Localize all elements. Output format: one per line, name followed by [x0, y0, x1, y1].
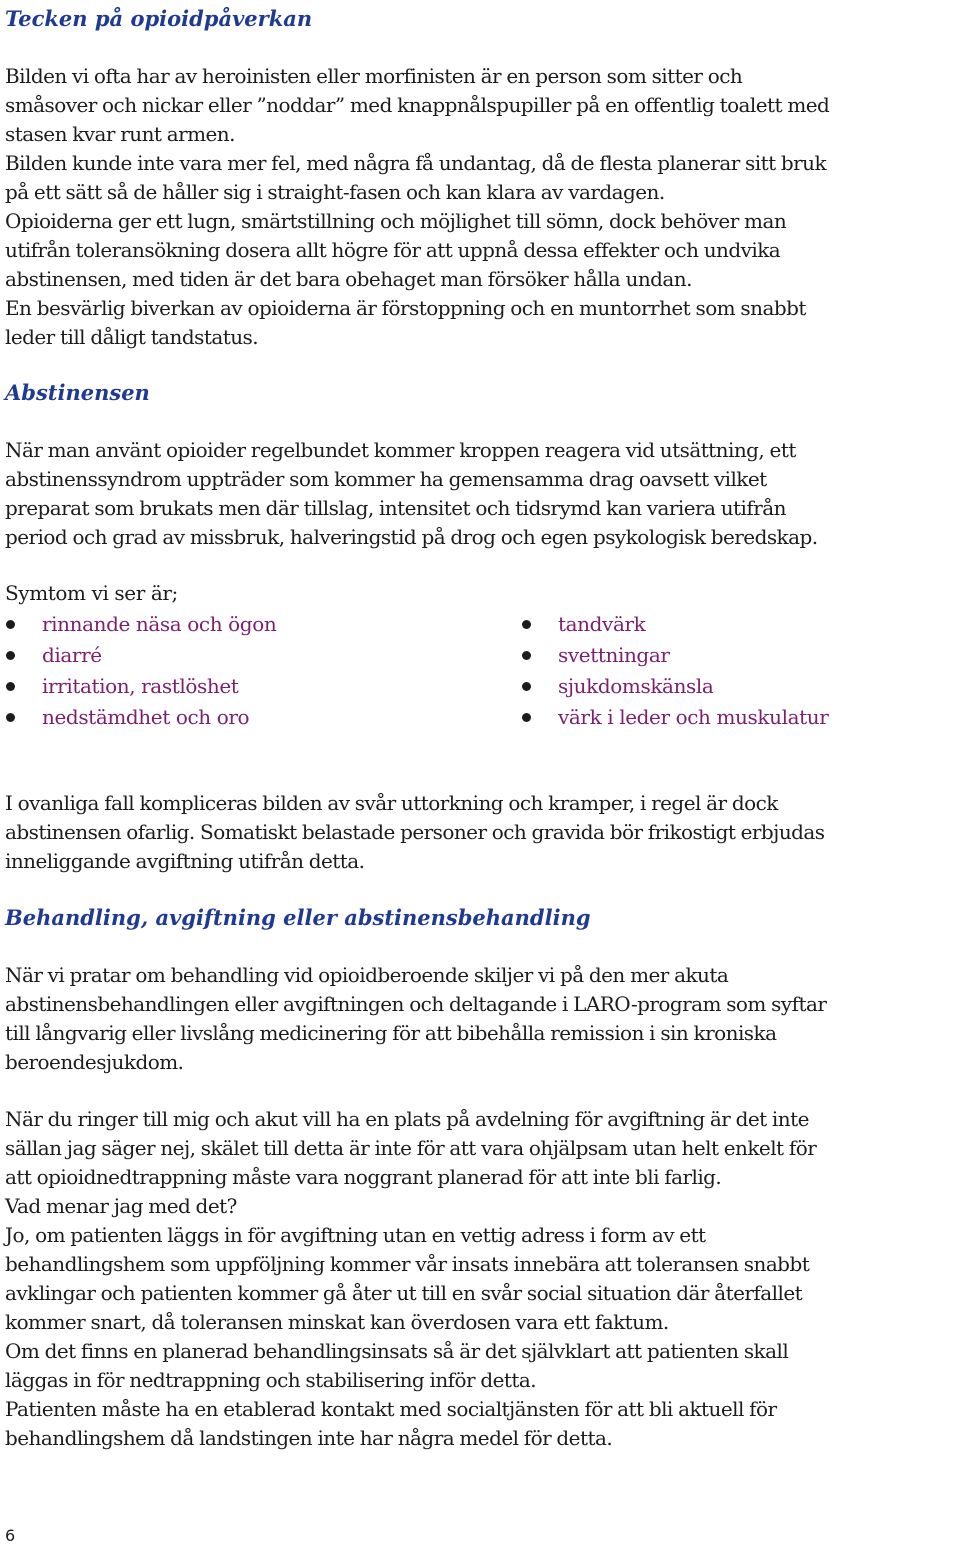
list-item: [521, 640, 828, 671]
text-line: Jo, om patienten läggs in för avgiftning utan en vettig adress i form av ett: [5, 1223, 706, 1247]
text-line: behandlingshem som uppföljning kommer vår insats innebära att toleransen snabbt: [5, 1252, 810, 1276]
paragraph-treatment-intro: [5, 961, 957, 1077]
text-line: avklingar och patienten kommer gå åter ut till en svår social situation där återfallet: [5, 1281, 803, 1305]
page-number: 6: [5, 1526, 16, 1545]
text-line: inneliggande avgiftning utifrån detta.: [5, 849, 365, 873]
text-line: stasen kvar runt armen.: [5, 122, 235, 146]
symptom-text: svettningar: [558, 643, 670, 667]
text-line: Bilden kunde inte vara mer fel, med några få undantag, då de flesta planerar sitt bruk: [5, 151, 827, 175]
text-line: preparat som brukats men där tillslag, intensitet och tidsrymd kan variera utifrån: [5, 496, 786, 520]
section-heading-opioid-signs: Tecken på opioidpåverkan: [5, 6, 313, 31]
text-line: abstinensbehandlingen eller avgiftningen och deltagande i LARO-program som syftar: [5, 992, 827, 1016]
text-line: När du ringer till mig och akut vill ha en plats på avdelning för avgiftning är det inte: [5, 1107, 809, 1131]
section-heading-abstinence: Abstinensen: [5, 380, 150, 405]
symptom-list: [5, 609, 957, 733]
text-line: Bilden vi ofta har av heroinisten eller morfinisten är en person som sitter och: [5, 64, 743, 88]
paragraph-complications: [5, 789, 957, 876]
text-line: När vi pratar om behandling vid opioidberoende skiljer vi på den mer akuta: [5, 963, 729, 987]
list-item: [5, 702, 276, 733]
bullet-icon: [522, 651, 531, 660]
symptom-text: rinnande näsa och ögon: [42, 612, 277, 636]
text-line: abstinensen, med tiden är det bara obehaget man försöker hålla undan.: [5, 267, 692, 291]
list-item: [5, 640, 276, 671]
text-line: till långvarig eller livslång medicinering för att bibehålla remission i sin kroniska: [5, 1021, 777, 1045]
text-line: Patienten måste ha en etablerad kontakt med socialtjänsten för att bli aktuell för: [5, 1397, 777, 1421]
bullet-icon: [6, 682, 15, 691]
text-line: I ovanliga fall kompliceras bilden av svår uttorkning och kramper, i regel är dock: [5, 791, 778, 815]
symptom-text: sjukdomskänsla: [558, 674, 714, 698]
section-heading-treatment: Behandling, avgiftning eller abstinensbehandling: [5, 905, 591, 930]
symptom-text: tandvärk: [558, 612, 646, 636]
bullet-icon: [522, 682, 531, 691]
symptom-text: diarré: [42, 643, 102, 667]
bullet-icon: [522, 620, 531, 629]
paragraph-opioid-signs: [5, 62, 957, 352]
text-line: utifrån toleransökning dosera allt högre för att uppnå dessa effekter och undvika: [5, 238, 781, 262]
symptom-text: irritation, rastlöshet: [42, 674, 239, 698]
text-line: att opioidnedtrappning måste vara noggrant planerad för att inte bli farlig.: [5, 1165, 722, 1189]
symptom-column-left: [5, 609, 276, 733]
bullet-icon: [522, 713, 531, 722]
text-line: En besvärlig biverkan av opioiderna är förstoppning och en muntorrhet som snabbt: [5, 296, 806, 320]
symptom-text: värk i leder och muskulatur: [558, 705, 829, 729]
text-line: Opioiderna ger ett lugn, smärtstillning och möjlighet till sömn, dock behöver man: [5, 209, 787, 233]
text-line: kommer snart, då toleransen minskat kan överdosen vara ett faktum.: [5, 1310, 669, 1334]
bullet-icon: [6, 620, 15, 629]
symptom-column-right: [521, 609, 828, 733]
text-line: När man använt opioider regelbundet kommer kroppen reagera vid utsättning, ett: [5, 438, 796, 462]
text-line: beroendesjukdom.: [5, 1050, 184, 1074]
list-item: [521, 671, 828, 702]
text-line: leder till dåligt tandstatus.: [5, 325, 259, 349]
text-line: läggas in för nedtrappning och stabilisering inför detta.: [5, 1368, 537, 1392]
text-line: abstinensen ofarlig. Somatiskt belastade personer och gravida bör frikostigt erbjudas: [5, 820, 825, 844]
text-line: småsover och nickar eller ”noddar” med knappnålspupiller på en offentlig toalett med: [5, 93, 830, 117]
text-line: Vad menar jag med det?: [5, 1194, 237, 1218]
bullet-icon: [6, 651, 15, 660]
bullet-icon: [6, 713, 15, 722]
text-line: på ett sätt så de håller sig i straight-fasen och kan klara av vardagen.: [5, 180, 665, 204]
text-line: abstinenssyndrom uppträder som kommer ha gemensamma drag oavsett vilket: [5, 467, 767, 491]
list-item: [5, 671, 276, 702]
paragraph-abstinence: [5, 436, 957, 552]
list-item: [521, 702, 828, 733]
text-line: period och grad av missbruk, halveringstid på drog och egen psykologisk beredskap.: [5, 525, 818, 549]
text-line: Om det finns en planerad behandlingsinsats så är det självklart att patienten skall: [5, 1339, 789, 1363]
text-line: sällan jag säger nej, skälet till detta är inte för att vara ohjälpsam utan helt enkelt för: [5, 1136, 817, 1160]
symptom-text: nedstämdhet och oro: [42, 705, 250, 729]
list-item: [521, 609, 828, 640]
list-item: [5, 609, 276, 640]
symptom-label: Symtom vi ser är;: [5, 581, 178, 605]
text-line: behandlingshem då landstingen inte har några medel för detta.: [5, 1426, 613, 1450]
paragraph-treatment-details: [5, 1105, 957, 1453]
